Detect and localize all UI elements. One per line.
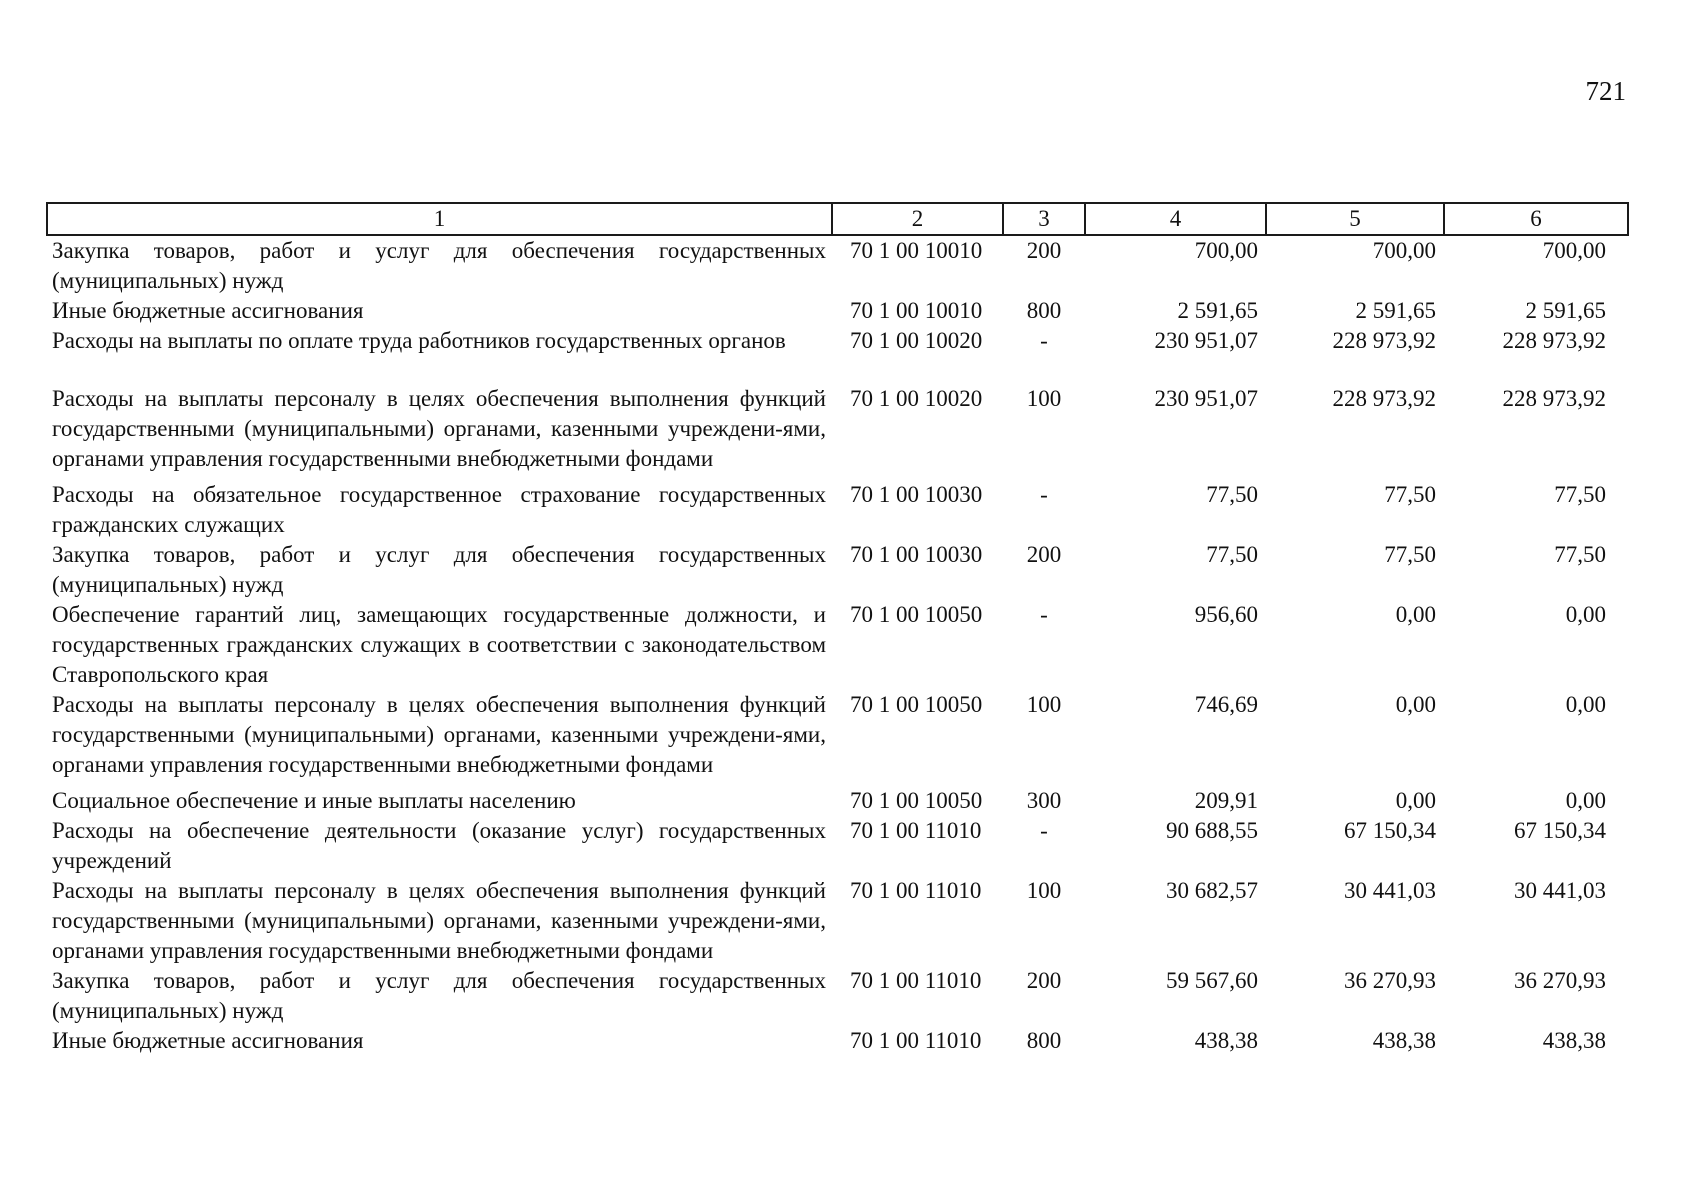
row-name: Расходы на обеспечение деятельности (оказание услуг) государственных учреждений (52, 818, 826, 873)
row-expense-type: - (1040, 328, 1048, 353)
column-header-1: 1 (47, 203, 832, 235)
row-value-6: 2 591,65 (1525, 298, 1606, 323)
row-value-5: 67 150,34 (1344, 818, 1436, 843)
row-code: 70 1 00 10010 (850, 298, 983, 323)
row-value-6: 228 973,92 (1502, 386, 1606, 411)
row-value-5: 30 441,03 (1344, 878, 1436, 903)
row-expense-type: 200 (1026, 968, 1062, 993)
row-value-4: 77,50 (1206, 482, 1258, 507)
row-expense-type: 100 (1026, 878, 1062, 903)
row-code: 70 1 00 10030 (850, 482, 983, 507)
row-name: Расходы на обязательное государственное страхование государственных гражданских служащих (52, 482, 826, 537)
table-header (47, 203, 1628, 235)
table-row (47, 296, 1628, 326)
row-expense-type: 800 (1026, 1028, 1062, 1053)
row-value-4: 956,60 (1194, 602, 1258, 627)
table-row (47, 876, 1628, 966)
row-expense-type: 200 (1026, 238, 1062, 263)
column-header-2: 2 (832, 203, 1003, 235)
row-value-5: 77,50 (1384, 482, 1436, 507)
row-value-6: 36 270,93 (1514, 968, 1606, 993)
row-value-5: 36 270,93 (1344, 968, 1436, 993)
row-value-4: 209,91 (1194, 788, 1258, 813)
row-expense-type: 100 (1026, 692, 1062, 717)
row-code: 70 1 00 11010 (850, 818, 982, 843)
row-value-4: 230 951,07 (1154, 328, 1258, 353)
row-code: 70 1 00 10020 (850, 386, 983, 411)
row-value-5: 0,00 (1395, 692, 1436, 717)
row-code: 70 1 00 10020 (850, 328, 983, 353)
row-name: Закупка товаров, работ и услуг для обеспечения государственных (муниципальных) нужд (52, 542, 826, 597)
row-value-5: 228 973,92 (1332, 328, 1436, 353)
row-value-4: 59 567,60 (1166, 968, 1258, 993)
table-row (47, 384, 1628, 480)
row-value-4: 700,00 (1194, 238, 1258, 263)
column-header-6: 6 (1444, 203, 1628, 235)
row-value-4: 746,69 (1194, 692, 1258, 717)
row-value-6: 700,00 (1542, 238, 1606, 263)
row-expense-type: - (1040, 602, 1048, 627)
table-row (47, 786, 1628, 816)
table-row (47, 966, 1628, 1026)
row-value-5: 0,00 (1395, 788, 1436, 813)
table-row (47, 690, 1628, 786)
row-value-5: 228 973,92 (1332, 386, 1436, 411)
row-name: Расходы на выплаты по оплате труда работников государственных органов (52, 328, 786, 353)
row-name: Закупка товаров, работ и услуг для обеспечения государственных (муниципальных) нужд (52, 968, 826, 1023)
row-name: Иные бюджетные ассигнования (52, 298, 364, 323)
row-value-5: 438,38 (1372, 1028, 1436, 1053)
row-expense-type: - (1040, 818, 1048, 843)
row-name: Социальное обеспечение и иные выплаты населению (52, 788, 576, 813)
row-value-5: 77,50 (1384, 542, 1436, 567)
table-row (47, 540, 1628, 600)
table-row (47, 816, 1628, 876)
row-value-4: 230 951,07 (1154, 386, 1258, 411)
table-row (47, 600, 1628, 690)
row-code: 70 1 00 10050 (850, 602, 983, 627)
row-code: 70 1 00 10050 (850, 692, 983, 717)
row-value-4: 438,38 (1194, 1028, 1258, 1053)
row-code: 70 1 00 11010 (850, 878, 982, 903)
row-value-4: 30 682,57 (1166, 878, 1258, 903)
row-name: Расходы на выплаты персоналу в целях обеспечения выполнения функций государственными (муниципальными) органами, казенными учреждени-ями, органами управления государственными внебюджетными фондами (52, 878, 826, 963)
row-name: Закупка товаров, работ и услуг для обеспечения государственных (муниципальных) нужд (52, 238, 826, 293)
row-value-6: 30 441,03 (1514, 878, 1606, 903)
row-value-6: 77,50 (1554, 542, 1606, 567)
row-value-5: 2 591,65 (1355, 298, 1436, 323)
row-value-6: 67 150,34 (1514, 818, 1606, 843)
row-value-5: 0,00 (1395, 602, 1436, 627)
row-value-6: 438,38 (1542, 1028, 1606, 1053)
column-header-5: 5 (1266, 203, 1444, 235)
table-row (47, 235, 1628, 296)
row-code: 70 1 00 10030 (850, 542, 983, 567)
row-value-6: 0,00 (1565, 788, 1606, 813)
row-expense-type: 200 (1026, 542, 1062, 567)
row-code: 70 1 00 10010 (850, 238, 983, 263)
row-value-6: 77,50 (1554, 482, 1606, 507)
column-header-3: 3 (1003, 203, 1085, 235)
row-value-6: 228 973,92 (1502, 328, 1606, 353)
row-value-4: 2 591,65 (1177, 298, 1258, 323)
table-row (47, 326, 1628, 384)
row-name: Расходы на выплаты персоналу в целях обеспечения выполнения функций государственными (муниципальными) органами, казенными учреждени-ями, органами управления государственными внебюджетными фондами (52, 386, 826, 471)
page-number: 721 (1585, 76, 1626, 106)
column-header-4: 4 (1085, 203, 1266, 235)
row-expense-type: 800 (1026, 298, 1062, 323)
header-row (47, 203, 1628, 235)
row-expense-type: - (1040, 482, 1048, 507)
table-body (47, 235, 1628, 1056)
row-value-4: 90 688,55 (1166, 818, 1258, 843)
row-value-6: 0,00 (1565, 692, 1606, 717)
row-code: 70 1 00 11010 (850, 968, 982, 993)
row-name: Обеспечение гарантий лиц, замещающих государственные должности, и государственных гражданских служащих в соответствии с законодательством Ставропольского края (52, 602, 826, 687)
row-code: 70 1 00 10050 (850, 788, 983, 813)
row-value-4: 77,50 (1206, 542, 1258, 567)
row-code: 70 1 00 11010 (850, 1028, 982, 1053)
row-value-6: 0,00 (1565, 602, 1606, 627)
table-row (47, 1026, 1628, 1056)
row-expense-type: 100 (1026, 386, 1062, 411)
row-name: Расходы на выплаты персоналу в целях обеспечения выполнения функций государственными (муниципальными) органами, казенными учреждени-ями, органами управления государственными внебюджетными фондами (52, 692, 826, 777)
table-row (47, 480, 1628, 540)
row-name: Иные бюджетные ассигнования (52, 1028, 364, 1053)
row-expense-type: 300 (1026, 788, 1062, 813)
row-value-5: 700,00 (1372, 238, 1436, 263)
budget-table (46, 202, 1629, 1056)
